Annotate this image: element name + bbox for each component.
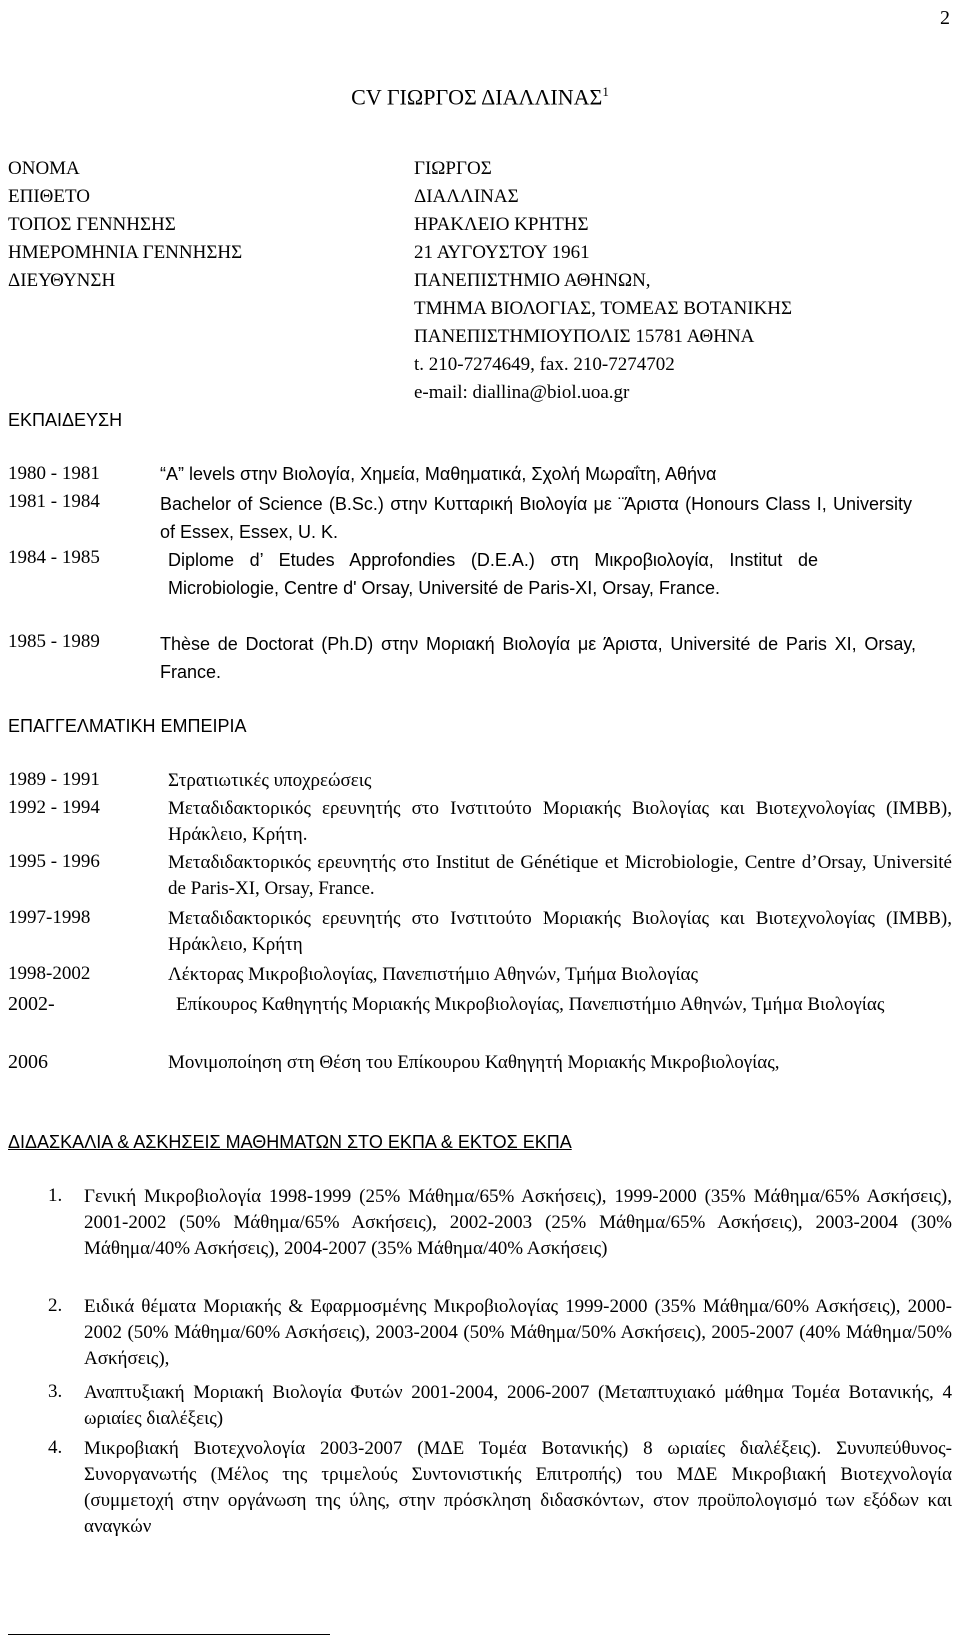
label-name: ΟΝΟΜΑ xyxy=(8,158,80,179)
value-name: ΓΙΩΡΓΟΣ xyxy=(414,158,492,179)
experience-years: 1989 - 1991 xyxy=(8,769,100,790)
experience-text: Μονιμοποίηση στη Θέση του Επίκουρου Καθηγητή Μοριακής Μικροβιολογίας, xyxy=(168,1052,780,1073)
email: e-mail: diallina@biol.uoa.gr xyxy=(414,382,630,403)
value-birthdate: 21 ΑΥΓΟΥΣΤΟΥ 1961 xyxy=(414,242,590,263)
address-line: ΠΑΝΕΠΙΣΤΗΜΙΟΥΠΟΛΙΣ 15781 ΑΘΗΝΑ xyxy=(414,326,755,347)
teaching-text: Ειδικά θέματα Μοριακής & Εφαρμοσμένης Μικροβιολογίας 1999-2000 (35% Μάθημα/60% Ασκήσεις), 2000-2002 (50% Μάθημα/60% Ασκήσεις), 2003-2004 (50% Μάθημα/50% Ασκήσεις), 2005-2007 (40% Μάθημα/50% Ασκήσεις), xyxy=(84,1296,952,1369)
education-years: 1984 - 1985 xyxy=(8,547,100,568)
teaching-text: Γενική Μικροβιολογία 1998-1999 (25% Μάθημα/65% Ασκήσεις), 1999-2000 (35% Μάθημα/65% Ασκήσεις), 2001-2002 (50% Μάθημα/65% Ασκήσεις), 2002-2003 (25% Μάθημα/65% Ασκήσεις), 2003-2004 (30% Μάθημα/40% Ασκήσεις), 2004-2007 (35% Μάθημα/40% Ασκήσεις) xyxy=(84,1186,952,1259)
teaching-text: Αναπτυξιακή Μοριακή Βιολογία Φυτών 2001-2004, 2006-2007 (Μεταπτυχιακό μάθημα Τομέα Βοτανικής, 4 ωριαίες διαλέξεις) xyxy=(84,1382,952,1429)
phone-fax: t. 210-7274649, fax. 210-7274702 xyxy=(414,354,675,375)
page-number: 2 xyxy=(940,7,950,29)
experience-text: Μεταδιδακτορικός ερευνητής στο Institut de Génétique et Microbiologie, Centre d’Orsay, Université de Paris-XI, Orsay, France. xyxy=(168,852,952,899)
label-birthdate: ΗΜΕΡΟΜΗΝΙΑ ΓΕΝΝΗΣΗΣ xyxy=(8,242,243,263)
experience-years: 1998-2002 xyxy=(8,963,91,984)
value-address: ΠΑΝΕΠΙΣΤΗΜΙΟ ΑΘΗΝΩΝ, xyxy=(414,270,651,291)
teaching-number: 1. xyxy=(48,1185,63,1206)
value-birthplace: ΗΡΑΚΛΕΙΟ ΚΡΗΤΗΣ xyxy=(414,214,589,235)
experience-text: Επίκουρος Καθηγητής Μοριακής Μικροβιολογίας, Πανεπιστήμιο Αθηνών, Τμήμα Βιολογίας xyxy=(176,994,885,1015)
experience-text: Λέκτορας Μικροβιολογίας, Πανεπιστήμιο Αθηνών, Τμήμα Βιολογίας xyxy=(168,964,698,985)
teaching-text: Μικροβιακή Βιοτεχνολογία 2003-2007 (ΜΔΕ Τομέα Βοτανικής) 8 ωριαίες διαλέξεις). Συνυπεύθυνος-Συνοργανωτής (Μέλος της τριμελούς Συντονιστικής Επιτροπής) του ΜΔΕ Μικροβιακή Βιοτεχνολογία (συμμετοχή στην οργάνωση της ύλης, στην πρόσκληση διδασκόντων, στον προϋπολογισμό των εξόδων και αναγκών xyxy=(84,1438,952,1537)
label-surname: ΕΠΙΘΕΤΟ xyxy=(8,186,90,207)
experience-text: Στρατιωτικές υποχρεώσεις xyxy=(168,770,372,791)
education-text: Bachelor of Science (B.Sc.) στην Κυτταρική Βιολογία με ¨Άριστα (Honours Class I, University of Essex, Essex, U. K. xyxy=(160,494,912,542)
education-years: 1980 - 1981 xyxy=(8,463,100,484)
title-text: CV ΓΙΩΡΓΟΣ ΔΙΑΛΛΙΝΑΣ xyxy=(351,84,603,110)
experience-years: 1995 - 1996 xyxy=(8,851,100,872)
teaching-number: 3. xyxy=(48,1381,63,1402)
education-years: 1981 - 1984 xyxy=(8,491,100,512)
experience-years: 1992 - 1994 xyxy=(8,797,100,818)
value-surname: ΔΙΑΛΛΙΝΑΣ xyxy=(414,186,519,207)
title-footnote-mark: 1 xyxy=(602,84,609,99)
education-years: 1985 - 1989 xyxy=(8,631,100,652)
experience-years: 2002- xyxy=(8,993,55,1015)
education-text: Thèse de Doctorat (Ph.D) στην Μοριακή Βιολογία με Άριστα, Université de Paris XI, Orsay, France. xyxy=(160,634,916,682)
teaching-number: 4. xyxy=(48,1437,63,1458)
footnote-rule xyxy=(8,1634,330,1635)
education-heading: ΕΚΠΑΙΔΕΥΣΗ xyxy=(8,410,123,430)
label-birthplace: ΤΟΠΟΣ ΓΕΝΝΗΣΗΣ xyxy=(8,214,176,235)
experience-years: 2006 xyxy=(8,1051,48,1073)
experience-years: 1997-1998 xyxy=(8,907,91,928)
page-title xyxy=(0,80,960,109)
education-text: “A” levels στην Βιολογία, Χημεία, Μαθηματικά, Σχολή Μωραΐτη, Αθήνα xyxy=(160,464,717,484)
label-address: ΔΙΕΥΘΥΝΣΗ xyxy=(8,270,116,291)
teaching-heading: ΔΙΔΑΣΚΑΛΙΑ & ΑΣΚΗΣΕΙΣ ΜΑΘΗΜΑΤΩΝ ΣΤΟ ΕΚΠΑ & ΕΚΤΟΣ ΕΚΠΑ xyxy=(8,1132,572,1152)
experience-heading: ΕΠΑΓΓΕΛΜΑΤΙΚΗ ΕΜΠΕΙΡΙΑ xyxy=(8,716,247,736)
address-line: ΤΜΗΜΑ ΒΙΟΛΟΓΙΑΣ, ΤΟΜΕΑΣ ΒΟΤΑΝΙΚΗΣ xyxy=(414,298,793,319)
teaching-number: 2. xyxy=(48,1295,63,1316)
experience-text: Μεταδιδακτορικός ερευνητής στο Ινστιτούτο Μοριακής Βιολογίας και Βιοτεχνολογίας (IMBB), Ηράκλειο, Κρήτη xyxy=(168,908,952,955)
education-text: Diplome d’ Etudes Approfondies (D.E.A.) στη Μικροβιολογία, Institut de Microbiologie, Centre d' Orsay, Université de Paris-XI, Orsay, France. xyxy=(168,550,818,598)
experience-text: Μεταδιδακτορικός ερευνητής στο Ινστιτούτο Μοριακής Βιολογίας και Βιοτεχνολογίας (IMBB), Ηράκλειο, Κρήτη. xyxy=(168,798,952,845)
